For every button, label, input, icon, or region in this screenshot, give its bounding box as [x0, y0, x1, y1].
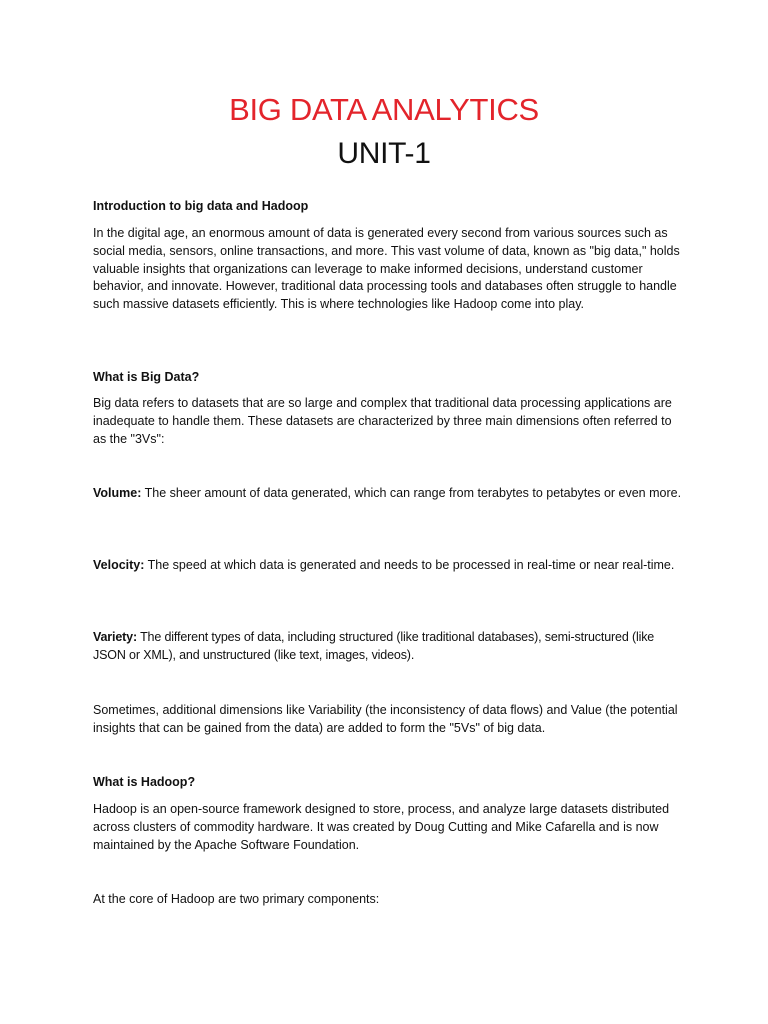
velocity-paragraph [93, 557, 683, 575]
core-components-paragraph: At the core of Hadoop are two primary components: [93, 892, 380, 906]
bigdata-paragraph: Big data refers to datasets that are so large and complex that traditional data processing applications are inadequate to handle them. These datasets are characterized by three main dimensions often referred to as the "3Vs": [93, 396, 672, 446]
variety-text: The different types of data, including structured (like traditional databases), semi-structured (like JSON or XML), and unstructured (like text, images, videos). [93, 630, 655, 662]
volume-paragraph [93, 485, 683, 503]
bigdata-heading: What is Big Data? [93, 370, 200, 384]
intro-heading: Introduction to big data and Hadoop [93, 199, 309, 213]
variety-label: Variety: [93, 630, 137, 644]
volume-label: Volume: [93, 486, 142, 500]
variety-paragraph [93, 629, 683, 665]
document-subtitle: UNIT-1 [337, 137, 431, 170]
volume-text: The sheer amount of data generated, which can range from terabytes to petabytes or even more. [141, 486, 682, 500]
hadoop-heading: What is Hadoop? [93, 775, 196, 789]
hadoop-paragraph: Hadoop is an open-source framework designed to store, process, and analyze large datasets distributed across clusters of commodity hardware. It was created by Doug Cutting and Mike Cafarella and is now maintained by the Apache Software Foundation. [93, 802, 670, 852]
velocity-text: The speed at which data is generated and needs to be processed in real-time or near real-time. [144, 558, 675, 572]
velocity-label: Velocity: [93, 558, 145, 572]
extra-dimensions-paragraph: Sometimes, additional dimensions like Variability (the inconsistency of data flows) and Value (the potential insights that can be gained from the data) are added to form the "5Vs" of big data. [93, 703, 678, 735]
intro-paragraph: In the digital age, an enormous amount of data is generated every second from various sources such as social media, sensors, online transactions, and more. This vast volume of data, known as "big data," holds valuable insights that organizations can leverage to make informed decisions, understand customer behavior, and innovate. However, traditional data processing tools and databases often struggle to handle such massive datasets efficiently. This is where technologies like Hadoop come into play. [93, 226, 680, 312]
document-title: BIG DATA ANALYTICS [229, 92, 539, 127]
